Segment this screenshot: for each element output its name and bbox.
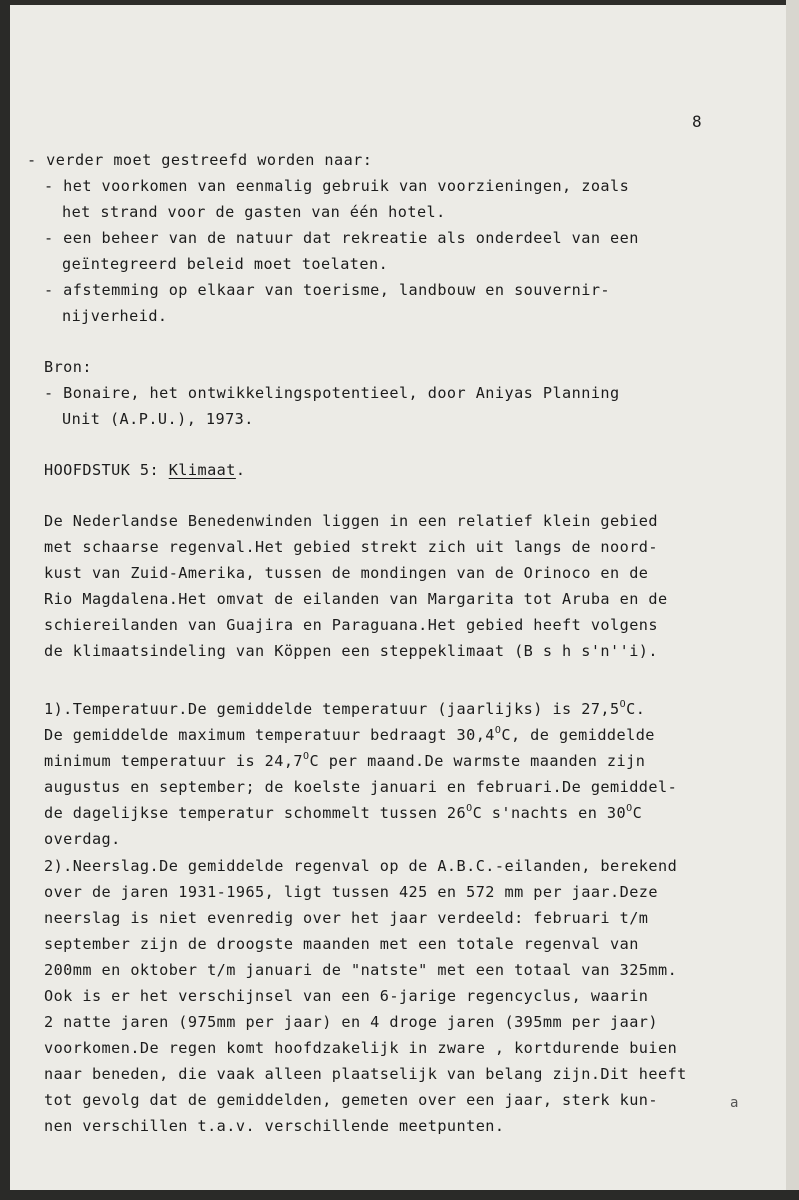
scan-edge-left [0,0,10,1200]
intro-line-1: met schaarse regenval.Het gebied strekt zich uit langs de noord- [44,538,658,556]
temperature-line-6: overdag. [44,830,121,848]
temperature-line-2 [44,725,655,745]
list-line-0: - verder moet gestreefd worden naar: [27,151,373,169]
list-line-4: geïntegreerd beleid moet toelaten. [62,255,389,273]
temperature-text: C. [626,700,646,718]
temperature-text: De gemiddelde maximum temperatuur bedraagt 30,4 [44,726,495,744]
temperature-text: C, de gemiddelde [501,726,655,744]
temperature-text: 1).Temperatuur.De gemiddelde temperatuur (jaarlijks) is 27,5 [44,700,620,718]
list-line-2: het strand voor de gasten van één hotel. [62,203,446,221]
scan-edge-bottom [0,1190,799,1200]
source-label: Bron: [44,358,92,376]
list-line-1: - het voorkomen van eenmalig gebruik van voorzieningen, zoals [44,177,630,195]
rainfall-line-6: 2 natte jaren (975mm per jaar) en 4 droge jaren (395mm per jaar) [44,1013,658,1031]
degree-mark: O [303,751,310,762]
temperature-line-5 [44,803,642,823]
degree-mark: O [466,803,473,814]
temperature-line-1 [44,699,645,719]
intro-line-3: Rio Magdalena.Het omvat de eilanden van Margarita tot Aruba en de [44,590,668,608]
rainfall-line-2: neerslag is niet evenredig over het jaar verdeeld: februari t/m [44,909,649,927]
source-line-1: Unit (A.P.U.), 1973. [62,410,254,428]
intro-line-2: kust van Zuid-Amerika, tussen de mondingen van de Orinoco en de [44,564,649,582]
scan-edge-right [786,0,799,1200]
intro-line-4: schiereilanden van Guajira en Paraguana.Het gebied heeft volgens [44,616,658,634]
margin-mark: a [730,1095,739,1111]
rainfall-line-3: september zijn de droogste maanden met een totale regenval van [44,935,639,953]
chapter-suffix: . [235,461,246,479]
temperature-text: de dagelijkse temperatur schommelt tussen 26 [44,804,467,822]
temperature-text: C per maand.De warmste maanden zijn [309,752,646,770]
page-number: 8 [692,112,702,131]
rainfall-line-9: tot gevolg dat de gemiddelden, gemeten over een jaar, sterk kun- [44,1091,658,1109]
rainfall-line-1: over de jaren 1931-1965, ligt tussen 425 en 572 mm per jaar.Deze [44,883,658,901]
list-line-5: - afstemming op elkaar van toerisme, landbouw en souvernir- [44,281,611,299]
intro-line-5: de klimaatsindeling van Köppen een steppeklimaat (B s h s'n''i). [44,642,658,660]
intro-line-0: De Nederlandse Benedenwinden liggen in een relatief klein gebied [44,512,658,530]
degree-mark: O [626,803,633,814]
list-line-6: nijverheid. [62,307,168,325]
chapter-prefix: HOOFDSTUK 5: [44,461,169,479]
temperature-text: C [632,804,643,822]
rainfall-line-8: naar beneden, die vaak alleen plaatselijk van belang zijn.Dit heeft [44,1065,687,1083]
scan-edge-top [0,0,799,5]
degree-mark: O [494,725,502,736]
rainfall-line-5: Ook is er het verschijnsel van een 6-jarige regencyclus, waarin [44,987,649,1005]
rainfall-line-0: 2).Neerslag.De gemiddelde regenval op de A.B.C.-eilanden, berekend [44,857,678,875]
rainfall-line-10: nen verschillen t.a.v. verschillende meetpunten. [44,1117,505,1135]
degree-mark: O [619,699,627,710]
rainfall-line-4: 200mm en oktober t/m januari de "natste" met een totaal van 325mm. [44,961,678,979]
source-line-0: - Bonaire, het ontwikkelingspotentieel, door Aniyas Planning [44,384,620,402]
chapter-heading [44,460,245,480]
chapter-title: Klimaat [168,461,236,479]
temperature-line-3 [44,751,645,771]
temperature-text: minimum temperatuur is 24,7 [44,752,304,770]
temperature-text: C s'nachts en 30 [472,804,627,822]
rainfall-line-7: voorkomen.De regen komt hoofdzakelijk in zware , kortdurende buien [44,1039,678,1057]
temperature-line-4: augustus en september; de koelste januari en februari.De gemiddel- [44,778,678,796]
list-line-3: - een beheer van de natuur dat rekreatie als onderdeel van een [44,229,639,247]
